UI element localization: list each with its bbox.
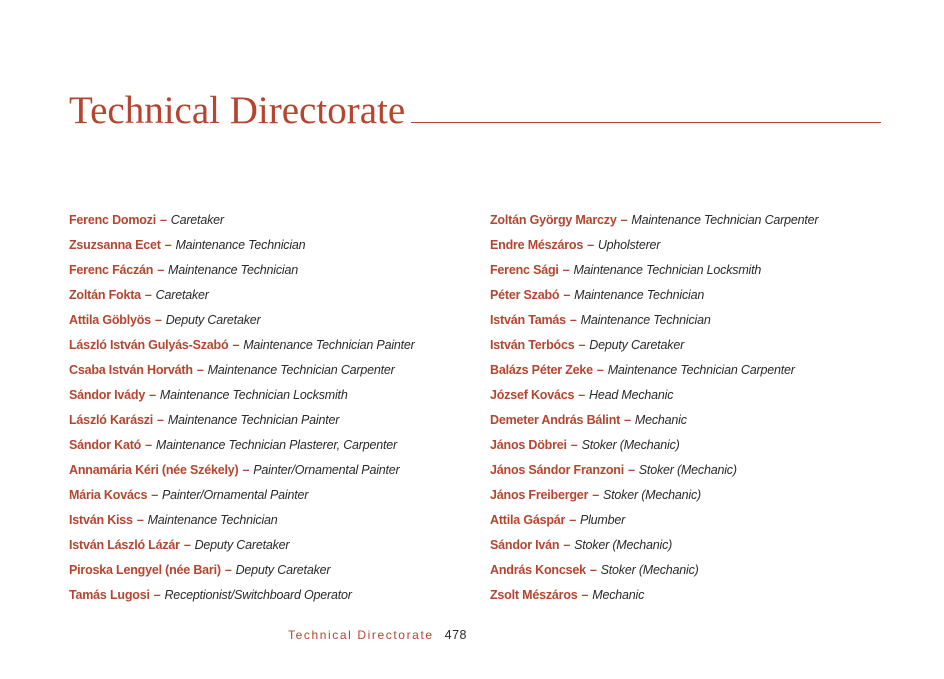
staff-name: László István Gulyás-Szabó xyxy=(69,338,229,352)
entry-separator: – xyxy=(587,238,594,252)
staff-entry xyxy=(490,383,910,408)
staff-role: Maintenance Technician xyxy=(574,288,705,302)
entry-separator: – xyxy=(183,538,191,552)
entry-separator: – xyxy=(578,388,586,402)
staff-role: Maintenance Technician Painter xyxy=(243,338,415,352)
staff-role: Head Mechanic xyxy=(589,388,674,402)
entry-separator: – xyxy=(157,263,165,277)
staff-role: Mechanic xyxy=(592,588,645,602)
staff-entry xyxy=(69,408,479,433)
entry-separator: – xyxy=(151,488,158,502)
staff-entry xyxy=(69,283,479,308)
staff-name: Ferenc Fáczán xyxy=(69,263,154,277)
staff-name: András Koncsek xyxy=(490,563,586,577)
staff-entry xyxy=(490,433,910,458)
staff-entry xyxy=(490,583,910,608)
entry-separator: – xyxy=(569,313,577,327)
footer-title: Technical Directorate xyxy=(288,628,434,642)
staff-name: Zsolt Mészáros xyxy=(490,588,578,602)
staff-list-right xyxy=(490,208,910,608)
page-title: Technical Directorate xyxy=(69,89,406,132)
staff-name: Zsuzsanna Ecet xyxy=(69,238,161,252)
entry-separator: – xyxy=(232,338,240,352)
staff-name: Zoltán Fokta xyxy=(69,288,141,302)
staff-name: József Kovács xyxy=(490,388,575,402)
title-rule xyxy=(411,122,881,123)
entry-separator: – xyxy=(224,563,232,577)
staff-role: Maintenance Technician Carpenter xyxy=(631,213,819,227)
staff-entry xyxy=(69,458,479,483)
entry-separator: – xyxy=(154,313,162,327)
staff-role: Maintenance Technician xyxy=(175,238,306,252)
staff-entry xyxy=(490,333,910,358)
staff-name: Piroska Lengyel (née Bari) xyxy=(69,563,221,577)
staff-role: Stoker (Mechanic) xyxy=(574,538,673,552)
staff-name: Balázs Péter Zeke xyxy=(490,363,593,377)
staff-entry xyxy=(69,358,479,383)
page-footer xyxy=(288,625,467,645)
staff-name: Ferenc Domozi xyxy=(69,213,156,227)
page-heading xyxy=(69,88,881,134)
staff-role: Painter/Ornamental Painter xyxy=(161,488,309,502)
staff-name: Zoltán György Marczy xyxy=(490,213,617,227)
entry-separator: – xyxy=(196,363,204,377)
staff-entry xyxy=(69,483,479,508)
entry-separator: – xyxy=(164,238,172,252)
staff-entry xyxy=(490,408,910,433)
page-number: 478 xyxy=(444,628,468,642)
staff-role: Maintenance Technician Carpenter xyxy=(607,363,795,377)
entry-separator: – xyxy=(563,538,571,552)
entry-separator: – xyxy=(589,563,597,577)
staff-role: Stoker (Mechanic) xyxy=(581,438,680,452)
staff-role: Painter/Ornamental Painter xyxy=(253,463,400,477)
staff-entry xyxy=(490,233,910,258)
entry-separator: – xyxy=(149,388,156,402)
staff-name: László Karászi xyxy=(69,413,154,427)
entry-separator: – xyxy=(242,463,250,477)
entry-separator: – xyxy=(570,438,578,452)
staff-name: Sándor Kató xyxy=(69,438,142,452)
staff-role: Stoker (Mechanic) xyxy=(603,488,702,502)
entry-separator: – xyxy=(569,513,576,527)
staff-list-left xyxy=(69,208,479,608)
staff-role: Receptionist/Switchboard Operator xyxy=(164,588,352,602)
staff-entry xyxy=(490,208,910,233)
staff-entry xyxy=(490,508,910,533)
staff-entry xyxy=(490,308,910,333)
staff-name: Mária Kovács xyxy=(69,488,148,502)
staff-entry xyxy=(69,208,479,233)
staff-name: Attila Göblyös xyxy=(69,313,151,327)
staff-entry xyxy=(69,258,479,283)
staff-name: István Terbócs xyxy=(490,338,575,352)
staff-entry xyxy=(490,358,910,383)
entry-separator: – xyxy=(624,413,631,427)
staff-name: Sándor Ivády xyxy=(69,388,146,402)
staff-name: István László Lázár xyxy=(69,538,180,552)
entry-separator: – xyxy=(628,463,635,477)
entry-separator: – xyxy=(153,588,161,602)
entry-separator: – xyxy=(157,413,164,427)
staff-role: Plumber xyxy=(579,513,626,527)
staff-entry xyxy=(490,258,910,283)
staff-role: Maintenance Technician Carpenter xyxy=(207,363,395,377)
entry-separator: – xyxy=(592,488,599,502)
staff-entry xyxy=(69,558,479,583)
staff-role: Caretaker xyxy=(170,213,224,227)
staff-role: Upholsterer xyxy=(597,238,661,252)
entry-separator: – xyxy=(145,438,152,452)
staff-entry xyxy=(69,533,479,558)
staff-name: Tamás Lugosi xyxy=(69,588,150,602)
staff-role: Stoker (Mechanic) xyxy=(600,563,699,577)
entry-separator: – xyxy=(620,213,628,227)
staff-name: Annamária Kéri (née Székely) xyxy=(69,463,239,477)
staff-name: Endre Mészáros xyxy=(490,238,584,252)
staff-entry xyxy=(490,483,910,508)
staff-name: Attila Gáspár xyxy=(490,513,566,527)
entry-separator: – xyxy=(578,338,586,352)
staff-entry xyxy=(490,283,910,308)
staff-entry xyxy=(69,233,479,258)
entry-separator: – xyxy=(596,363,604,377)
staff-role: Maintenance Technician Painter xyxy=(167,413,340,427)
staff-role: Deputy Caretaker xyxy=(235,563,331,577)
entry-separator: – xyxy=(160,213,167,227)
staff-name: István Kiss xyxy=(69,513,133,527)
staff-entry xyxy=(69,433,479,458)
staff-name: Sándor Iván xyxy=(490,538,560,552)
staff-entry xyxy=(69,333,479,358)
staff-role: Maintenance Technician xyxy=(147,513,278,527)
staff-role: Maintenance Technician Locksmith xyxy=(573,263,762,277)
staff-entry xyxy=(490,458,910,483)
staff-role: Maintenance Technician xyxy=(580,313,711,327)
staff-role: Mechanic xyxy=(634,413,687,427)
staff-role: Deputy Caretaker xyxy=(165,313,261,327)
entry-separator: – xyxy=(563,288,571,302)
staff-name: István Tamás xyxy=(490,313,566,327)
staff-entry xyxy=(490,558,910,583)
entry-separator: – xyxy=(581,588,589,602)
staff-role: Maintenance Technician Plasterer, Carpenter xyxy=(155,438,397,452)
staff-role: Maintenance Technician xyxy=(168,263,298,277)
staff-name: Csaba István Horváth xyxy=(69,363,193,377)
entry-separator: – xyxy=(562,263,570,277)
staff-role: Deputy Caretaker xyxy=(589,338,685,352)
staff-name: János Döbrei xyxy=(490,438,567,452)
staff-entry xyxy=(69,508,479,533)
staff-entry xyxy=(69,308,479,333)
staff-name: János Sándor Franzoni xyxy=(490,463,625,477)
staff-name: Demeter András Bálint xyxy=(490,413,621,427)
entry-separator: – xyxy=(144,288,152,302)
staff-role: Deputy Caretaker xyxy=(194,538,290,552)
staff-role: Stoker (Mechanic) xyxy=(638,463,737,477)
staff-name: Ferenc Sági xyxy=(490,263,559,277)
staff-name: Péter Szabó xyxy=(490,288,560,302)
staff-entry xyxy=(69,583,479,608)
staff-entry xyxy=(490,533,910,558)
entry-separator: – xyxy=(136,513,144,527)
staff-role: Caretaker xyxy=(155,288,209,302)
staff-role: Maintenance Technician Locksmith xyxy=(159,388,348,402)
staff-name: János Freiberger xyxy=(490,488,589,502)
staff-entry xyxy=(69,383,479,408)
